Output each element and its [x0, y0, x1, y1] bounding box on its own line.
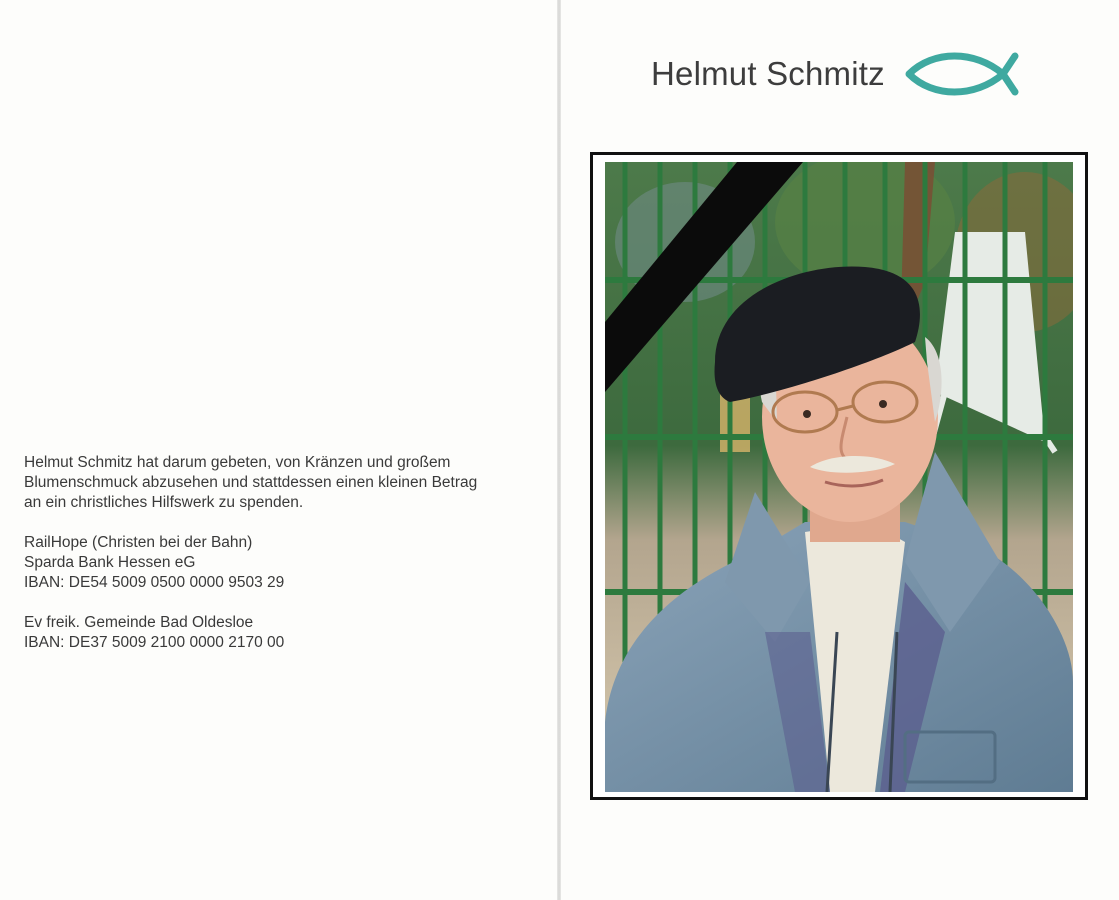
- donation-request: [24, 453, 544, 513]
- organization-name: RailHope (Christen bei der Bahn): [24, 534, 253, 551]
- bank-name: Sparda Bank Hessen eG: [24, 554, 196, 571]
- iban: IBAN: DE37 5009 2100 0000 2170 00: [24, 634, 285, 651]
- donation-account-1: [24, 533, 544, 593]
- portrait-illustration: [605, 162, 1073, 792]
- photo-frame: [590, 152, 1088, 800]
- text-block: [24, 453, 544, 673]
- header: [651, 44, 1021, 104]
- request-line: Helmut Schmitz hat darum gebeten, von Kränzen und großem: [24, 454, 451, 471]
- request-line: Blumenschmuck abzusehen und stattdessen einen kleinen Betrag: [24, 474, 478, 491]
- right-page: [561, 0, 1119, 900]
- ichthys-fish-icon: [903, 46, 1021, 102]
- portrait-photo: [605, 162, 1073, 792]
- donation-account-2: [24, 613, 544, 653]
- organization-name: Ev freik. Gemeinde Bad Oldesloe: [24, 614, 254, 631]
- left-page: [0, 0, 557, 900]
- deceased-name: Helmut Schmitz: [651, 55, 885, 92]
- request-line: an ein christliches Hilfswerk zu spenden.: [24, 494, 304, 511]
- iban: IBAN: DE54 5009 0500 0000 9503 29: [24, 574, 285, 591]
